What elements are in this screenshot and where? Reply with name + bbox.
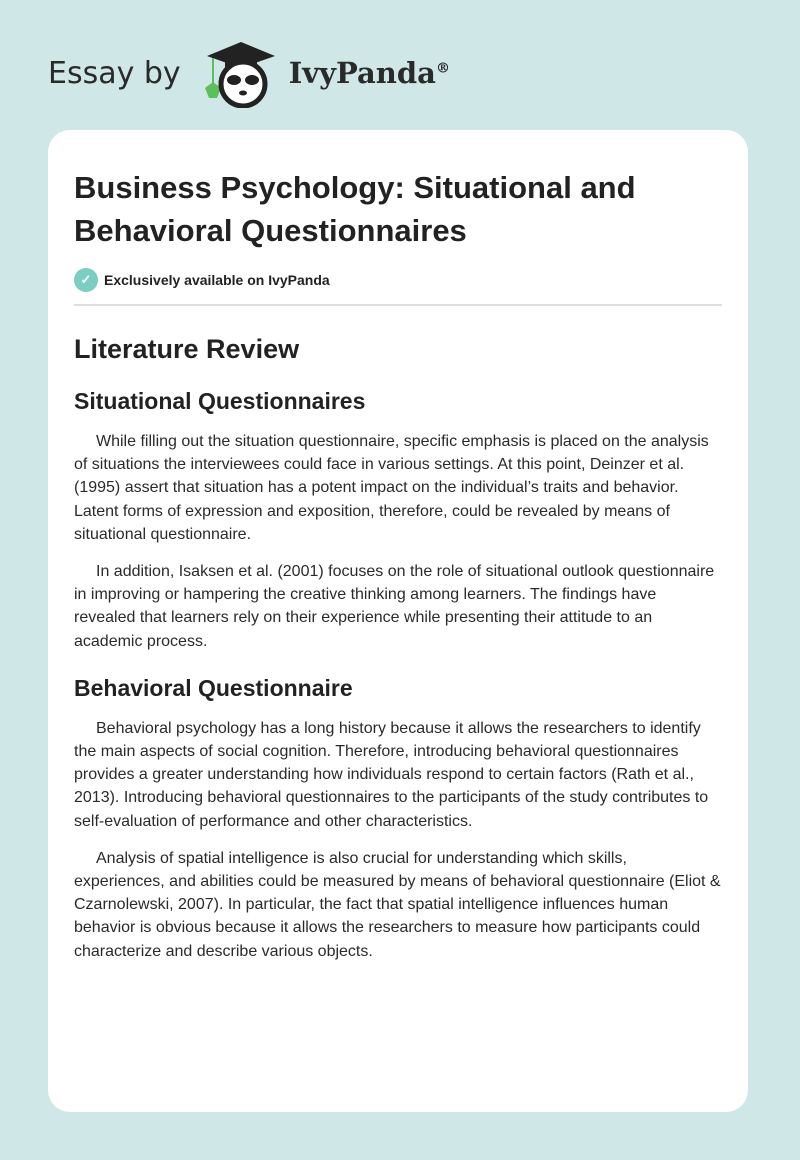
paragraph: Analysis of spatial intelligence is also crucial for understanding which skills, experiences, and abilities could be measured by means of behavioral questionnaire (Eliot & Czarnolewski, 2007). In particular, the fact that spatial intelligence influences human behavior is obvious because it allows the researchers to measure how participants could characterize and describe various objects.	[74, 849, 721, 960]
brand-name	[289, 56, 450, 90]
article-card	[48, 130, 748, 1112]
site-header	[48, 38, 450, 108]
section-heading: Literature Review	[74, 334, 300, 364]
divider	[74, 304, 722, 306]
paragraph: Behavioral psychology has a long history because it allows the researchers to identify the main aspects of social cognition. Therefore, introducing behavioral questionnaires provides a greater understanding how individuals respond to certain factors (Rath et al., 2013). Introducing behavioral questionnaires to the participants of the study contributes to self-evaluation of performance and other characteristics.	[74, 719, 709, 830]
exclusive-badge	[74, 268, 722, 292]
essay-by-label: Essay by	[48, 55, 181, 91]
brand-text: IvyPanda	[288, 56, 436, 90]
subsection-heading: Behavioral Questionnaire	[74, 674, 353, 701]
subsection-heading: Situational Questionnaires	[74, 388, 366, 414]
article-title: Business Psychology: Situational and Behavioral Questionnaires	[74, 170, 636, 248]
panda-logo-icon[interactable]	[199, 38, 279, 108]
badge-text: Exclusively available on IvyPanda	[104, 272, 330, 288]
check-icon: ✓	[74, 268, 98, 292]
paragraph: While filling out the situation questionnaire, specific emphasis is placed on the analysis of situations the interviewees could face in various settings. At this point, Deinzer et al. (1995) assert that situation has a potent impact on the individual’s traits and behavior. Latent forms of expression and exposition, therefore, could be revealed by means of situational questionnaire.	[74, 433, 709, 543]
paragraph: In addition, Isaksen et al. (2001) focuses on the role of situational outlook questionnaire in improving or hampering the creative thinking among learners. The findings have revealed that learners rely on their experience while presenting their attitude to an academic process.	[74, 563, 715, 650]
registered-mark: ®	[435, 60, 450, 77]
